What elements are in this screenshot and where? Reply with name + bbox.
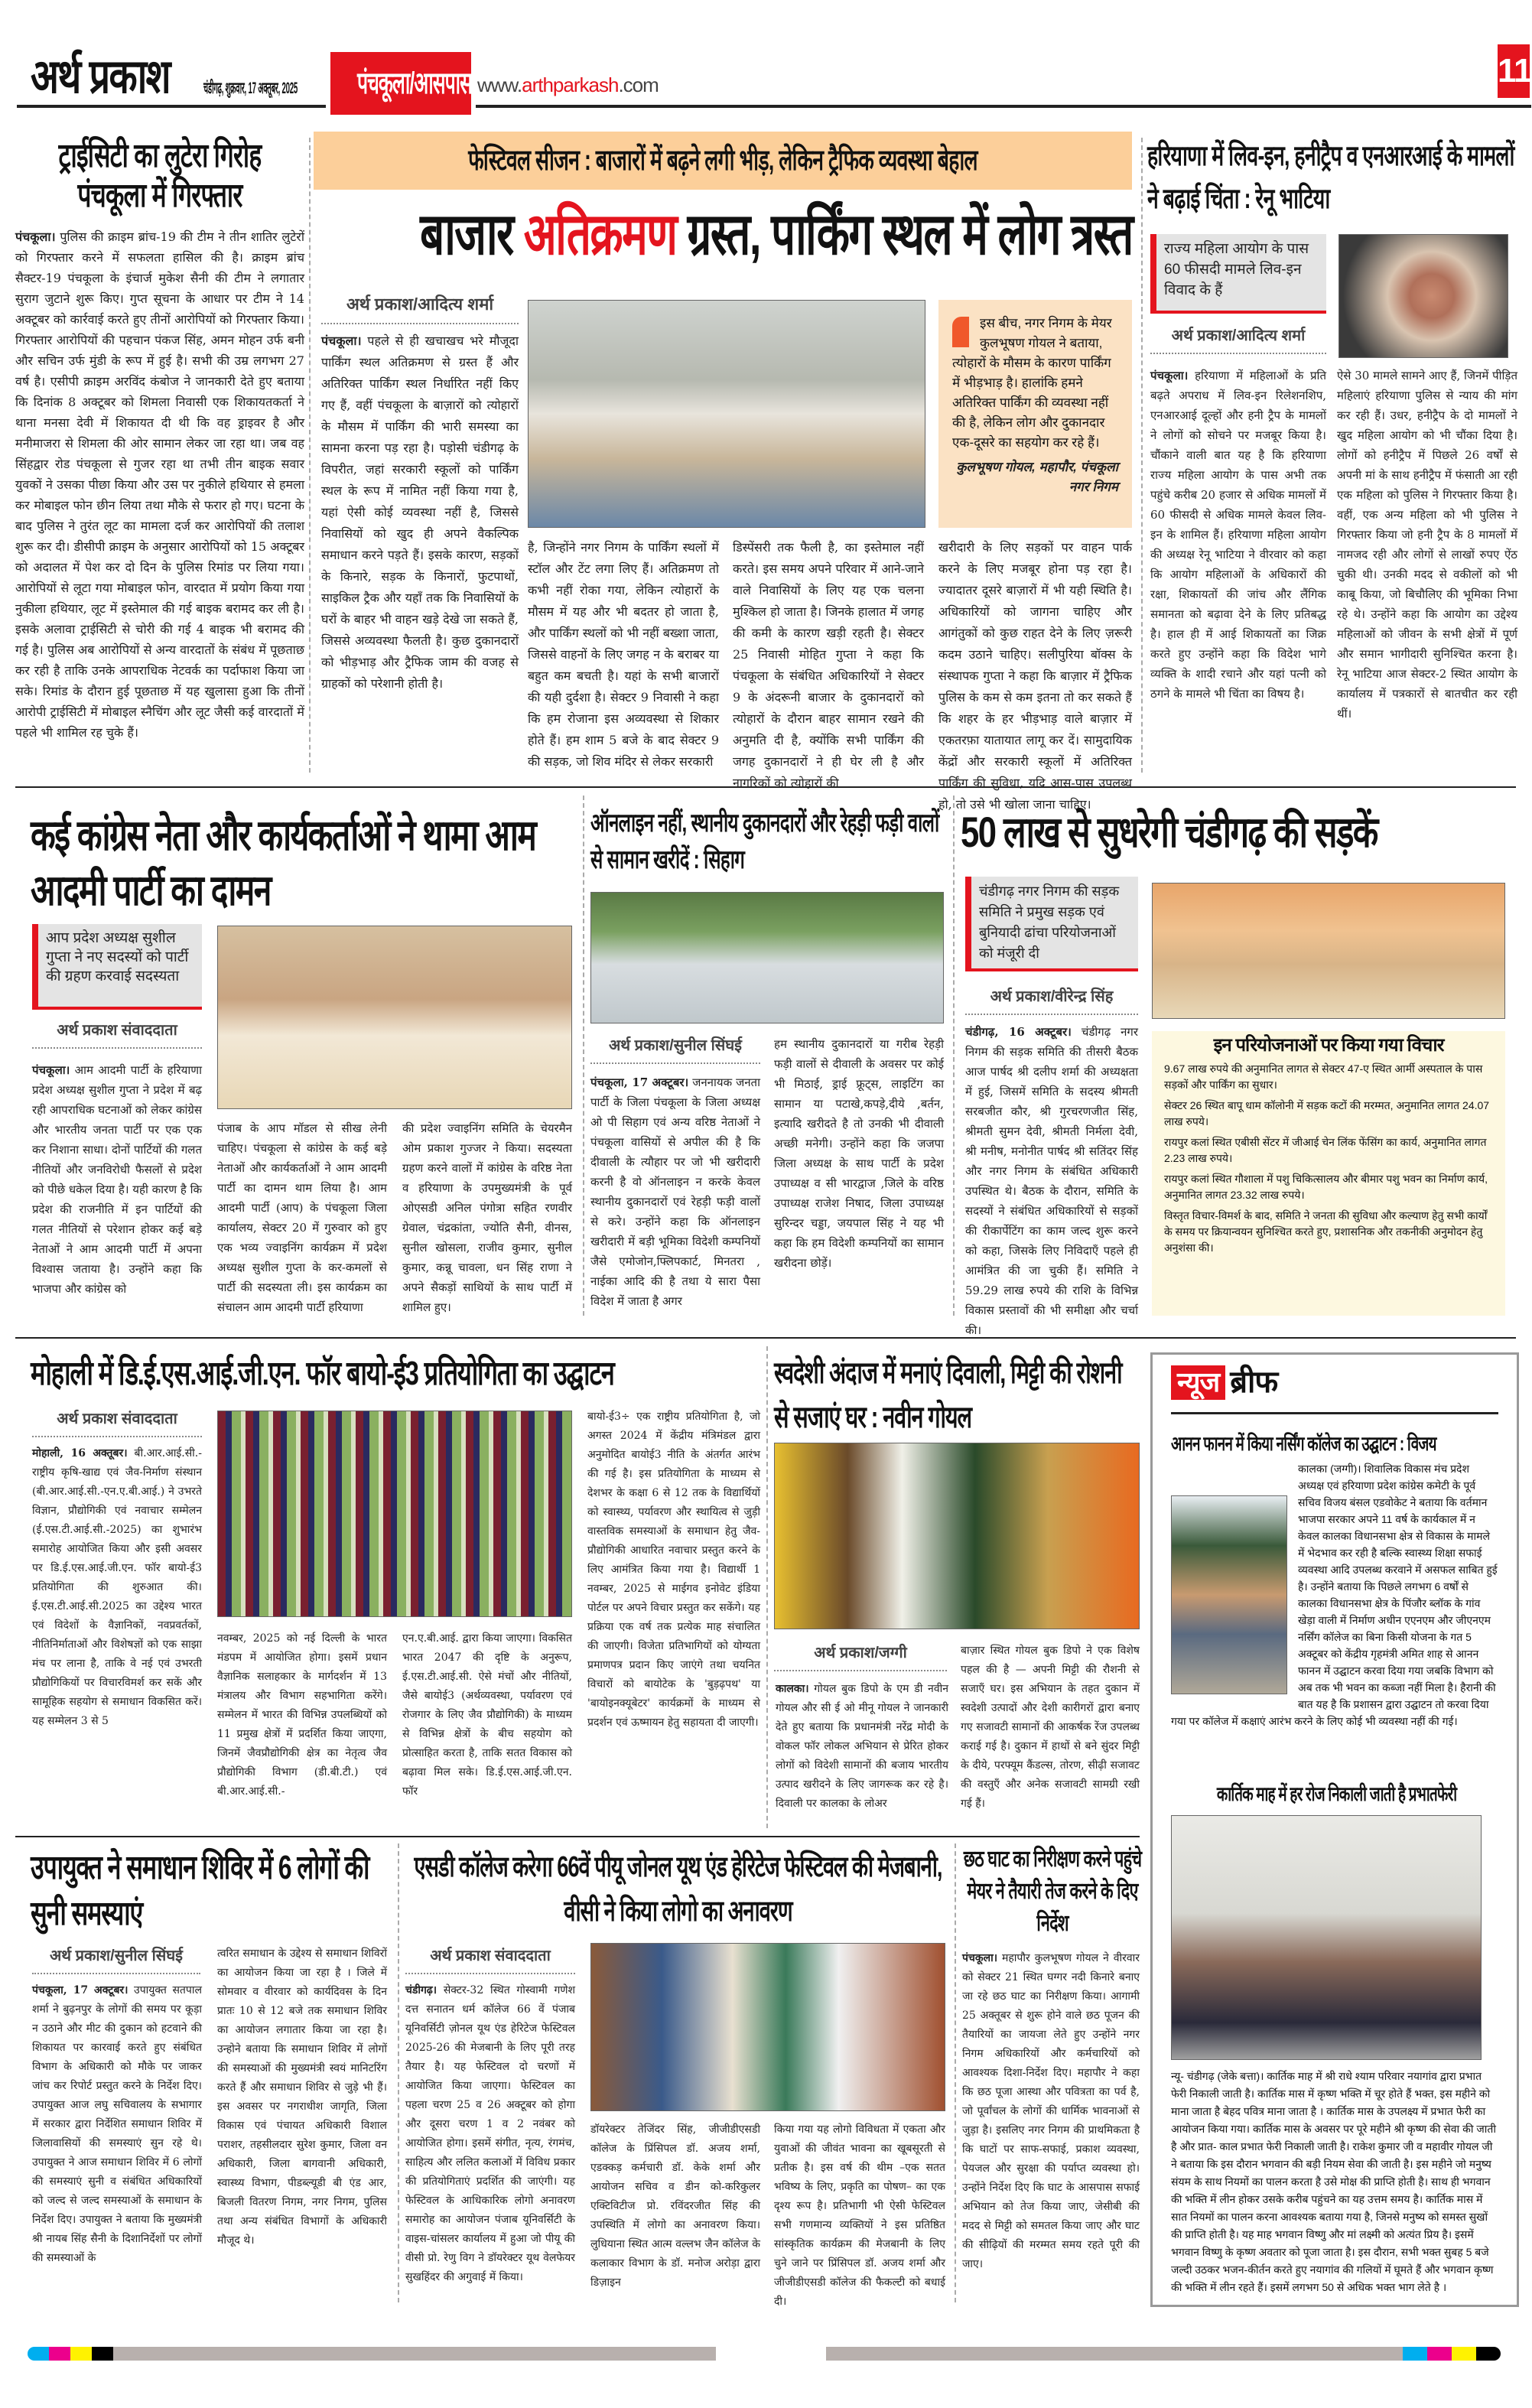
sd-college-headline: एसडी कॉलेज करेगा 66वें पीयू जोनल यूथ एंड हेरिटेज फेस्टिवल की मेजबानी, वीसी ने किया लोगो का अनावरण: [414, 1851, 942, 1928]
page-number: 11: [1498, 44, 1530, 98]
website-link[interactable]: www.arthparkash.com: [477, 73, 659, 96]
project-item: रायपुर कलां स्थित गौशाला में पशु चिकित्सालय और बीमार पशु भवन का निर्माण कार्य, अनुमानित लागत 23.32 लाख रुपये।: [1164, 1172, 1488, 1201]
summary-box: राज्य महिला आयोग के पास 60 फीसदी मामले लिव-इन विवाद के हैं: [1150, 234, 1326, 314]
article-body-col1: पंचकूला, 17 अक्टूबर। जननायक जनता पार्टी के जिला पंचकूला के जिला अध्यक्ष ओ पी सिहाग एवं अन्य वरिष्ठ नेताओं ने पंचकूला वासियों से अपील की है कि दीवाली के त्यौहार पर जो भी खरीदारी करनी है वो ऑनलाइन न करके केवल स्थानीय दुकानदारों एवं रेहड़ी फड़ी वालों से करे। उन्होंने कहा कि ऑनलाइन खरीदारी में बड़ी भूमिका विदेशी कम्पनियों जैसे एमोजोन,फ्लिपकार्ट, मिनतरा , नाईका आदि की है तथा ये सारा पैसा विदेश में जाता है अगर: [590, 1075, 760, 1308]
renu-bhatia-photo: [1338, 234, 1508, 358]
byline: अर्थ प्रकाश/आदित्य शर्मा: [321, 292, 519, 324]
cyan-swatch: [1403, 2347, 1427, 2361]
masthead-rule-left: [17, 105, 326, 108]
article-body-col2: नवम्बर, 2025 को नई दिल्ली के भारत मंडपम में आयोजित होगा। इसमें प्रधान वैज्ञानिक सलाहकार के मार्गदर्शन में 13 मंत्रालय और विभाग सहभागिता करेंगे। सम्मेलन में भारत की विभिन्न उपलब्धियों को 11 प्रमुख क्षेत्रों में प्रदर्शित किया जाएगा, जिनमें जैवप्रौद्योगिकी क्षेत्र का नेतृत्व जैव प्रौद्योगिकी विभाग (डी.बी.टी.) एवं बी.आर.आई.सी.-: [217, 1632, 387, 1798]
brief-headline: आनन फानन में किया नर्सिंग कॉलेज का उद्घाटन : विजय: [1171, 1431, 1436, 1455]
samadhan-headline: उपायुक्त ने समाधान शिविर में 6 लोगों की सुनी समस्याएं: [31, 1849, 369, 1932]
black-swatch: [1476, 2347, 1501, 2361]
article-body-col3: एन.ए.बी.आई. द्वारा किया जाएगा। विकसित भारत 2047 की दृष्टि के अनुरूप, ई.एस.टी.आई.सी. ऐसे मंचों और नीतियों, जैसे बायोई3 (अर्थव्यवस्था, पर्यावरण एवं रोजगार के लिए जैव प्रौद्योगिकी) के माध्यम से विभिन्न क्षेत्रों के बीच सहयोग को प्रोत्साहित करता है, ताकि सतत विकास को बढ़ावा मिल सके। डि.ई.एस.आई.जी.एन. फॉर: [402, 1632, 572, 1798]
project-item: सेक्टर 26 स्थित बापू धाम कॉलोनी में सड़क कटों की मरम्मत, अनुमानित लागत 24.07 लाख रुपये।: [1164, 1098, 1490, 1128]
aap-headline: कई कांग्रेस नेता और कार्यकर्ताओं ने थामा आम आदमी पार्टी का दामन: [31, 811, 536, 914]
article-body-col1: पंचकूला। पहले से ही खचाखच भरे मौजूदा पार्किंग स्थल अतिक्रमण से ग्रस्त हैं और अतिरिक्त पार्किंग स्थल निर्धारित नहीं किए गए हैं, वहीं पंचकूला के बाज़ारों को त्योहारों के मौसम में पार्किंग की भारी समस्या का सामना करना पड़ रहा है। पड़ोसी चंडीगढ़ के विपरीत, जहां सरकारी स्कूलों को पार्किंग स्थल के रूप में नामित नहीं किया गया है, यहां ऐसी कोई व्यवस्था नहीं है, जिससे निवासियों को खुद ही अपने वैकल्पिक समाधान करने पड़ते हैं। इसके कारण, सड़कों के किनारे, सड़क के किनारों, फुटपाथों, साइकिल ट्रैक और यहाँ तक कि निवासियों के घरों के बाहर भी वाहन खड़े देखे जा सकते हैं, जिससे अव्यवस्था फैलती है। कुछ दुकानदारों को भीड़भाड़ और ट्रैफिक जाम की वजह से ग्राहकों को परेशानी होती है।: [321, 334, 519, 691]
newspaper-logo: अर्थ प्रकाश: [31, 50, 170, 103]
byline: अर्थ प्रकाश संवाददाता: [32, 1407, 202, 1437]
column-divider: [583, 796, 584, 1316]
byline: अर्थ प्रकाश/जग्गी: [774, 1642, 947, 1671]
masthead: [0, 0, 1531, 115]
news-brief-box: [1150, 1352, 1519, 2307]
swadeshi-headline: स्वदेशी अंदाज में मनाएं दिवाली, मिट्टी की रोशनी से सजाएं घर : नवीन गोयल: [774, 1356, 1122, 1434]
section-rule: [15, 1337, 1516, 1339]
magenta-swatch: [1427, 2347, 1452, 2361]
quote-icon: [952, 317, 969, 347]
cyan-swatch: [28, 2347, 49, 2361]
section-rule: [15, 1836, 1140, 1837]
brief-headline: कार्तिक माह में हर रोज निकाली जाती है प्रभातफेरी: [1216, 1782, 1457, 1805]
article-body-col2: है, जिन्होंने नगर निगम के पार्किंग स्थलों में स्टॉल और टेंट लगा लिए हैं। अतिक्रमण तो कभी नहीं रोका गया, लेकिन त्योहारों के मौसम में यह और भी बदतर हो जाता है, और पार्किंग स्थलों को भी नहीं बख्शा जाता, जिससे वाहनों के लिए जगह न के बराबर या बहुत कम बचती है। यहां के सभी बाजारों की यही दुर्दशा है। सेक्टर 9 निवासी ने कहा कि हम रोजाना इस अव्यवस्था से शिकार होते हैं। हम शाम 5 बजे के बाद सेक्टर 9 की सड़क, जो शिव मंदिर से लेकर सरकारी: [528, 540, 719, 769]
column-divider: [766, 1346, 768, 1828]
news-brief-label: न्यूज ब्रीफ: [1171, 1365, 1498, 1400]
summary-box: चंडीगढ़ नगर निगम की सड़क समिति ने प्रमुख सड़क एवं बुनियादी ढांचा परियोजनाओं को मंजूरी दी: [965, 877, 1138, 971]
article-body: पंचकूला। पुलिस की क्राइम ब्रांच-19 की टीम ने तीन शातिर लुटेरों को गिरफ्तार करने में सफलता हासिल की है। क्राइम ब्रांच सैक्टर-19 पंचकूला के इंचार्ज मुकेश सैनी की टीम ने लगातार सुराग जुटाने शुरू किए। गुप्त सूचना के आधार पर टीम ने 14 अक्टूबर को कार्रवाई करते हुए तीनों आरोपियों को गिरफ्तार किया। गिरफ्तार आरोपियों की पहचान पंकज सिंह, अमन मोहन उर्फ बनी और सचिन उर्फ मुंडी के रूप में हुई है। सभी की उम्र लगभग 27 वर्ष है। एसीपी क्राइम अरविंद कंबोज ने जानकारी देते हुए बताया कि दिनांक 8 अक्टूबर को शिमला निवासी एक शिकायतकर्ता ने थाना मनसा देवी में शिकायत दी थी कि वह ड्राइवर है और मनीमाजरा से शिमला की ओर सामान लेकर जा रहा था। जब वह सिंहद्वार रोड पंचकूला से गुजर रहा था तभी तीन बाइक सवार युवकों ने उसका पीछा किया और उस पर नुकीले हथियार से हमला कर मोबाइल फोन छीन लिया तथा मौके से फरार हो गए। घटना के बाद पुलिस ने तुरंत लूट का मामला दर्ज कर आरोपियों की तलाश शुरू कर दी। डीसीपी क्राइम के अनुसार आरोपियों को 15 अक्टूबर को अदालत में पेश कर दो दिन के पुलिस रिमांड पर लिया गया। आरोपियों से लूटा गया मोबाइल फोन, वारदात में प्रयोग किया गया नुकीला हथियार, लूट में इस्तेमाल की गई बाइक बरामद कर ली है। इसके अलावा ट्राईसिटी से चोरी की गई 4 बाइक भी बरामद की गई है। पुलिस अब आरोपियों से अन्य वारदातों के संबंध में पूछताछ कर रही है ताकि उनके आपराधिक नेटवर्क का पर्दाफाश किया जा सके। रिमांड के दौरान हुई पूछताछ में यह खुलासा हुआ कि तीनों आरोपी ट्राईसिटी में मोबाइल स्नैचिंग और लूट जैसी कई वारदातों में पहले भी शामिल रह चुके हैं।: [15, 229, 304, 740]
article-body-col3: की प्रदेश ज्वाइनिंग समिति के चेयरमैन ओम प्रकाश गुज्जर ने किया। सदस्यता ग्रहण करने वालों में कांग्रेस के वरिष्ठ नेता व हरियाणा के उपमुख्यमंत्री के पूर्व ओएसडी अनिल पंगोत्रा सहित रणवीर ग्रेवाल, चंद्रकांता, ज्योति सैनी, वीनस, सुनील खोसला, राजीव कुमार, सुनील कुमार, कन्नू चावला, धन सिंह राणा ने अपने सैकड़ों साथियों के साथ पार्टी में शामिल हुए।: [402, 1121, 572, 1314]
article-body: चंडीगढ़, 16 अक्टूबर। चंडीगढ़ नगर निगम की सड़क समिति की तीसरी बैठक आज पार्षद श्री दलीप शर्मा की अध्यक्षता में हुई, जिसमें समिति के सदस्य श्रीमती सरबजीत कौर, श्री गुरचरणजीत सिंह, श्रीमती सुमन देवी, श्रीमती निर्मला देवी, श्री मनीष, मनोनीत पार्षद श्री सतिंदर सिंह और नगर निगम के संबंधित अधिकारी उपस्थित थे। बैठक के दौरान, समिति के सदस्यों ने संबंधित अधिकारियों से सड़कों की रीकार्पेटिंग का काम जल्द शुरू करने को कहा, जिसके लिए निविदाएँ पहले ही आमंत्रित की जा चुकी हैं। समिति ने 59.29 लाख रुपये की राशि के विभिन्न विकास प्रस्तावों की भी समीक्षा और चर्चा की।: [965, 1025, 1139, 1337]
article-body-col2: पंजाब के आप मॉडल से सीख लेनी चाहिए। पंचकूला से कांग्रेस के कई बड़े नेताओं और कार्यकर्ताओं ने आम आदमी पार्टी का दामन थाम लिया है। आम आदमी पार्टी (आप) के पंचकूला जिला कार्यालय, सेक्टर 20 में गुरुवार को हुए एक भव्य ज्वाइनिंग कार्यक्रम में प्रदेश अध्यक्ष सुशील गुप्ता के कर-कमलों से पार्टी की सदस्यता ली। इस कार्यक्रम का संचालन आम आदमी पार्टी हरियाणा: [217, 1121, 387, 1314]
section-rule: [15, 786, 1516, 788]
aap-photo: [217, 926, 572, 1109]
projects-box: [1152, 1031, 1505, 1316]
article-body-col1: कालका। गोयल बुक डिपो के एम डी नवीन गोयल और सी ई ओ मीनू गोयल ने जानकारी देते हुए बताया कि प्रधानमंत्री नरेंद्र मोदी के वोकल फॉर लोकल अभियान से प्रेरित होकर लोगों को विदेशी सामानों की बजाय भारतीय उत्पाद खरीदने के लिए जागरूक कर रहे है। दिवाली पर कालका के लोअर: [776, 1683, 949, 1810]
article-body: पंचकूला। महापौर कुलभूषण गोयल ने वीरवार को सेक्टर 21 स्थित घग्गर नदी किनारे बनाए जा रहे छठ घाट का निरीक्षण किया। आगामी 25 अक्तूबर से शुरू होने वाले छठ पूजन की तैयारियों का जायजा लेते हुए उन्होंने नगर निगम अधिकारियों और कर्मचारियों को आवश्यक दिशा-निर्देश दिए। महापौर ने कहा कि छठ पूजा आस्था और पवित्रता का पर्व है, जो पूर्वांचल के लोगों की धार्मिक भावनाओं से जुड़ा है। इसलिए नगर निगम की प्राथमिकता है कि घाटों पर साफ-सफाई, प्रकाश व्यवस्था, पेयजल और सुरक्षा की पर्याप्त व्यवस्था हो। उन्होंने निर्देश दिए कि घाट के आसपास सफाई अभियान को तेज किया जाए, जेसीबी की मदद से मिट्टी को समतल किया जाए और घाट की सीढ़ियों की मरम्मत समय रहते पूरी की जाए।: [962, 1952, 1140, 2270]
logo-unveiling-photo: [590, 1943, 945, 2111]
online-headline: ऑनलाइन नहीं, स्थानीय दुकानदारों और रेहड़ी फड़ी वालों से सामान खरीदें : सिहाग: [590, 809, 939, 874]
gray-bar: [826, 2347, 1403, 2361]
market-headline: बाजार अतिक्रमण ग्रस्त, पार्किंग स्थल में लोग त्रस्त: [420, 202, 1133, 267]
chhath-headline: छठ घाट का निरीक्षण करने पहुंचे मेयर ने तैयारी तेज करने के दिए निर्देश: [963, 1847, 1142, 1936]
dateline: चंडीगढ़, शुक्रवार, 17 अक्तूबर, 2025: [203, 80, 298, 97]
article-body-col1: पंचकूला। आम आदमी पार्टी के हरियाणा प्रदेश अध्यक्ष सुशील गुप्ता ने प्रदेश में बढ़ रही आपराधिक घटनाओं को लेकर कांग्रेस और भारतीय जनता पार्टी पर एक एक कर निशाना साधा। दोनों पार्टियों की गलत नीतियों और जनविरोधी फैसलों से प्रदेश को पीछे धकेल दिया है। यही कारण है कि प्रदेश की राजनीति में इन पार्टियों की गलत नीतियों से परेशान होकर कई बड़े नेताओं ने आम आदमी पार्टी में अपना विश्वास जताया है। उन्होंने कहा कि भाजपा और कांग्रेस को: [32, 1063, 202, 1296]
brief-body: कालका (जग्गी)। शिवालिक विकास मंच प्रदेश अध्यक्ष एवं हरियाणा प्रदेश कांग्रेस कमेटी के पूर्व सचिव विजय बंसल एडवोकेट ने बताया कि वर्तमान भाजपा सरकार अपने 11 वर्ष के कार्यकाल में न केवल कालका विधानसभा क्षेत्र से विकास के मामले में भेदभाव कर रही है बल्कि स्वास्थ्य शिक्षा सफाई व्यवस्था आदि उपलब्ध करवाने में असफल साबित हुई है। उन्होंने बताया कि पिछले लगभग 6 वर्षों से कालका विधानसभा क्षेत्र के पिंजौर ब्लॉक के गांव खेड़ा वाली में निर्माण अधीन एएनएम और जीएनएम नर्सिंग कॉलेज का बिना किसी योजना के गत 5 अक्टूबर को केंद्रीय गृहमंत्री अमित शाह से आनन फानन में उद्घाटन करवा दिया गया जबकि विभाग को अब तक भी भवन का कब्जा नहीं मिला है। हैरानी की बात यह है कि प्रशासन द्वारा उद्घाटन तो करवा दिया गया पर कॉलेज में कक्षाएं आरंभ करने के लिए कोई भी व्यवस्था नहीं की गई।: [1171, 1462, 1498, 1727]
article-body-col3: डिस्पेंसरी तक फैली है, का इस्तेमाल नहीं करते। इस समय अपने परिवार में आने-जाने वाले निवासियों के लिए यह एक चलना मुश्किल हो जाता है। जिनके हालात में जगह की कमी के कारण खड़ी रहती है। सेक्टर 25 निवासी मोहित गुप्ता ने कहा कि पंचकूला के संबंधित अधिकारियों ने सेक्टर 9 के अंदरूनी बाजार के दुकानदारों को त्योहारों के दौरान बाहर सामान रखने की अनुमति दी है, क्योंकि सभी पार्किंग की जगह दुकानदारों ने ही घेर ली है और नागरिकों को त्योहारों की: [733, 540, 924, 790]
article-body-col1: पंचकूला। हरियाणा में महिलाओं के प्रति बढ़ते अपराध में लिव-इन रिलेशनशिप, एनआरआई दूल्हों और हनी ट्रैप के मामलों ने लोगों को सोचने पर मजबूर किया है। चौंकाने वाली बात यह है कि हरियाणा राज्य महिला आयोग के पास अभी तक पहुंचे करीब 20 हजार से अधिक मामलों में 60 फीसदी से अधिक मामले केवल लिव-इन के शामिल हैं। हरियाणा महिला आयोग की अध्यक्ष रेनू भाटिया ने वीरवार को कहा कि आयोग महिलाओं के अधिकारों की रक्षा, शिकायतों की जांच और लैंगिक समानता को बढ़ावा देने के लिए प्रतिबद्ध है। हाल ही में आई शिकायतों का जिक्र करते हुए उन्होंने कहा कि विदेश भागे व्यक्ति के शादी रचाने और यहां पत्नी को ठगने के मामले भी चिंता का विषय है।: [1150, 369, 1326, 701]
magenta-swatch: [49, 2347, 70, 2361]
market-photo: [528, 300, 925, 528]
projects-box-title: इन परियोजनाओं पर किया गया विचार: [1213, 1035, 1444, 1056]
section-label: पंचकूला/आसपास: [330, 52, 471, 115]
bioe3-event-photo: [217, 1411, 572, 1617]
goyal-book-depot-photo: [774, 1443, 1140, 1629]
article-body-col1: मोहाली, 16 अक्तूबर। बी.आर.आई.सी.-राष्ट्रीय कृषि-खाद्य एवं जैव-निर्माण संस्थान (बी.आर.आई.सी.-एन.ए.बी.आई.) ने उभरते विज्ञान, प्रौद्योगिकी एवं नवाचार सम्मेलन (ई.एस.टी.आई.सी.-2025) का शुभारंभ समारोह आयोजित किया और इसी अवसर पर डि.ई.एस.आई.जी.एन. फॉर बायो-ई3 प्रतियोगिता की शुरुआत की। ई.एस.टी.आई.सी.2025 का उद्देश्य भारत एवं विदेशों के वैज्ञानिकों, नवप्रवर्तकों, नीतिनिर्माताओं और विशेषज्ञों को एक साझा मंच पर लाना है, ताकि वे नई एवं उभरती प्रौद्योगिकियों पर विचारविमर्श कर सकें और सामूहिक सहयोग से समाधान विकसित करें। यह सम्मेलन 3 से 5: [32, 1447, 202, 1727]
prabhat-pheri-photo: [1171, 1815, 1482, 2060]
article-body-col2: त्वरित समाधान के उद्देश्य से समाधान शिविरों का आयोजन किया जा रहा है । जिले में सोमवार व वीरवार को कार्यदिवस के दिन प्रातः 10 से 12 बजे तक समाधान शिविर का आयोजन लगातार किया जा रहा है। उन्होने बताया कि समाधान शिविर में लोगों की समस्याओं की मुख्यमंत्री स्वयं मानिटरिंग करते हैं और समाधान शिविर से जुड़े भी हैं। इस अवसर पर नगराधीश जागृति, जिला विकास एवं पंचायत अधिकारी विशाल पराशर, तहसीलदार सुरेश कुमार, जिला वन अधिकारी, जिला बागवानी अधिकारी, स्वास्थ्य विभाग, पीडब्ल्यूडी बी एंड आर, बिजली वितरण निगम, नगर निगम, पुलिस तथा अन्य संबंधित विभागों के अधिकारी मौजूद थे।: [217, 1948, 387, 2247]
article-body-col2: ऐसे 30 मामले सामने आए हैं, जिनमें पीड़ित महिलाएं हरियाणा पुलिस से न्याय की मांग कर रही हैं। उधर, हनीट्रैप के दो मामलों ने खुद महिला आयोग को भी चौंका दिया है। लोगों को हनीट्रैप में पिछले 26 वर्षों से अपनी मां के साथ हनीट्रैप में फंसाती आ रही एक महिला को पुलिस ने गिरफ्तार किया है। वहीं, एक अन्य महिला को भी पुलिस ने गिरफ्तार किया जो हनी ट्रैप के 8 मामलों में नामजद रही और लोगों से लाखों रुपए ऐंठ चुकी थी। उनकी मदद से वकीलों को भी काबू किया, जो बिचौलिए की भूमिका निभा रहे थे। उन्होंने कहा कि आयोग का उद्देश्य महिलाओं को जीवन के सभी क्षेत्रों में पूर्ण और समान भागीदारी सुनिश्चित करना है। रेनू भाटिया आज सेक्टर-2 स्थित आयोग के कार्यालय में पत्रकारों से बातचीत कर रही थीं।: [1337, 369, 1517, 721]
article-body-col1: चंडीगढ़। सेक्टर-32 स्थित गोस्वामी गणेश दत्त सनातन धर्म कॉलेज 66 वें पंजाब यूनिवर्सिटी ज़ोनल यूथ एंड हेरिटेज फेस्टिवल 2025-26 की मेजबानी के लिए पूरी तरह तैयार है। यह फेस्टिवल दो चरणों में आयोजित किया जाएगा। फेस्टिवल का पहला चरण 25 व 26 अक्टूबर को होगा और दूसरा चरण 1 व 2 नवंबर को आयोजित होगा। इसमें संगीत, नृत्य, रंगमंच, साहित्य और ललित कलाओं में विविध प्रकार की प्रतियोगिताएं प्रदर्शित की जाएंगी। यह फेस्टिवल के आधिकारिक लोगो अनावरण समारोह का आयोजन पंजाब यूनिवर्सिटी के वाइस-चांसलर कार्यालय में हुआ जो पीयू की वीसी प्रो. रेणु विग ने डॉयरेक्टर यूथ वेलफेयर सुखहिंदर की अगुवाई में किया।: [405, 1984, 575, 2283]
gray-bar: [113, 2347, 716, 2361]
yellow-swatch: [70, 2347, 92, 2361]
women-commission-headline: हरियाणा में लिव-इन, हनीट्रैप व एनआरआई के मामलों ने बढ़ाई चिंता : रेनू भाटिया: [1147, 140, 1514, 214]
nursing-college-photo: [1171, 1495, 1287, 1694]
byline: अर्थ प्रकाश/सुनील सिंघई: [590, 1034, 760, 1064]
bioe3-headline: मोहाली में डि.ई.एस.आई.जी.एन. फॉर बायो-ई3 प्रतियोगिता का उद्घाटन: [31, 1355, 614, 1392]
column-divider: [398, 1843, 399, 2302]
byline: अर्थ प्रकाश/सुनील सिंघई: [32, 1944, 200, 1974]
column-divider: [953, 796, 955, 1316]
yellow-swatch: [1452, 2347, 1476, 2361]
byline: अर्थ प्रकाश/वीरेन्द्र सिंह: [965, 985, 1138, 1015]
byline: अर्थ प्रकाश संवाददाता: [405, 1944, 575, 1974]
article-body-col1: पंचकूला, 17 अक्टूबर। उपायुक्त सतपाल शर्मा ने बुढ़नपुर के लोगों की समय पर कूड़ा न उठाने और मीट की दुकान को हटवाने की शिकायत पर कारवाई करते हुए संबंधित विभाग के अधिकारी को मौके पर जाकर जांच कर रिपोर्ट प्रस्तुत करने के निर्देश दिए। उपायुक्त आज लघु सचिवालय के सभागार में सरकार द्वारा निर्देशित समाधान शिविर में जिलावासियों की समस्याएं सुन रहे थे। उपायुक्त ने आज समाधान शिविर में 6 लोगों की समस्याएं सुनी व संबंधित अधिकारियों को जल्द से जल्द समस्याओं के समाधान के निर्देश दिए। उपायुक्त ने बताया कि मुख्यमंत्री श्री नायब सिंह सैनी के दिशानिर्देशों पर लोगों की समस्याओं के: [32, 1984, 202, 2264]
masthead-rule-right: [476, 105, 1531, 108]
summary-box: आप प्रदेश अध्यक्ष सुशील गुप्ता ने नए सदस्यों को पार्टी की ग्रहण करवाई सदस्यता: [32, 924, 202, 1010]
project-item: विस्तृत विचार-विमर्श के बाद, समिति ने जनता की सुविधा और कल्याण हेतु सभी कार्यों के समय पर क्रियान्वयन सुनिश्चित करते हुए, प्रशासनिक और तकनीकी अनुमोदन हेतु अनुशंसा की।: [1164, 1209, 1488, 1254]
project-item: रायपुर कलां स्थित एबीसी सेंटर में जीआई चेन लिंक फेंसिंग का कार्य, अनुमानित लागत 2.23 लाख रुपये।: [1164, 1135, 1487, 1164]
article-body-col2: हम स्थानीय दुकानदारों या गरीब रेहड़ी फड़ी वालों से दीवाली के अवसर पर कोई भी मिठाई, ड्राई फ्रूट्स, लाइटिंग का सामान या पटाखे,कपड़े,दीये ,बर्तन, इत्यादि खरीदते है तो उनकी भी दीवाली अच्छी मनेगी। उन्होंने कहा कि जजपा जिला अध्यक्ष के साथ पार्टी के प्रदेश उपाध्यक्ष व सी भारद्वाज ,जिले के वरिष्ठ उपाध्यक्ष राजेश निषाद, जिला उपाध्यक्ष सुरिन्दर चड्डा, जयपाल सिंह ने यह भी कहा कि हम विदेशी कम्पनियों का सामान खरीदना छोड़ें।: [774, 1037, 944, 1270]
road-committee-meeting-photo: [1152, 883, 1505, 1019]
roads-headline: 50 लाख से सुधरेगी चंडीगढ़ की सड़कें: [961, 808, 1377, 856]
headline: ट्राईसिटी का लुटेरा गिरोह पंचकूला में गिरफ्तार: [58, 137, 262, 214]
column-divider: [309, 138, 311, 773]
jjp-leaders-photo: [590, 892, 944, 1023]
mayor-quote: इस बीच, नगर निगम के मेयर कुलभूषण गोयल ने बताया, त्योहारों के मौसम के कारण पार्किंग में भीड़भाड़ है। हालांकि हमने अतिरिक्त पार्किंग की व्यवस्था नहीं की है, लेकिन लोग और दुकानदार एक-दूसरे का सहयोग कर रहे हैं। कुलभूषण गोयल, महापौर, पंचकूला नगर निगम: [938, 300, 1132, 528]
print-color-bar-left: [28, 2347, 716, 2361]
byline: अर्थ प्रकाश/आदित्य शर्मा: [1150, 324, 1326, 354]
article-body-col4: बायो-ई3÷ एक राष्ट्रीय प्रतियोगिता है, जो अगस्त 2024 में केंद्रीय मंत्रिमंडल द्वारा अनुमोदित बायोई3 नीति के अंतर्गत आरंभ की गई है। इस प्रतियोगिता के माध्यम से देशभर के कक्षा 6 से 12 तक के विद्यार्थियों को स्वास्थ्य, पर्यावरण और स्थायित्व से जुड़ी वास्तविक समस्याओं के समाधान हेतु जैव-प्रौद्योगिकी आधारित नवाचार प्रस्तुत करने के लिए आमंत्रित किया गया है। विद्यार्थी 1 नवम्बर, 2025 से माईगव इनोवेट इंडिया पोर्टल पर अपने विचार प्रस्तुत कर सकेंगे। यह प्रक्रिया एक वर्ष तक प्रत्येक माह संचालित की जाएगी। विजेता प्रतिभागियों को योग्यता प्रमाणपत्र प्रदान किए जाएंगे तथा चयनित विचारों को बायोटेक के 'बुड़ढ़पथ' या 'बायोइनक्यूबेटर' कार्यक्रमों के माध्यम से प्रदर्शन एवं ऊष्मायन हेतु सहायता दी जाएगी।: [587, 1411, 760, 1729]
project-item: 9.67 लाख रुपये की अनुमानित लागत से सेक्टर 47-ए स्थित आर्मी अस्पताल के पास सड़कों और पार्किंग का सुधार।: [1164, 1062, 1483, 1091]
news-brief-rule: [1171, 1412, 1498, 1414]
print-color-bar-right: [826, 2347, 1501, 2361]
article-body-col4: खरीदारी के लिए सड़कों पर वाहन पार्क करने के लिए मजबूर होना पड़ रहा है। ज्यादातर दूसरे बाज़ारों में भी यही स्थिति है। अधिकारियों को जागना चाहिए और आगंतुकों को कुछ राहत देने के लिए ज़रूरी कदम उठाने चाहिए। सलीपुरिया बॉक्स के संस्थापक गुप्ता ने कहा कि बाज़ार में ट्रैफिक पुलिस के कम से कम इतना तो कर सकते हैं कि शहर के हर भीड़भाड़ वाले बाज़ार में एकतरफ़ा यातायात लागू कर दें। सामुदायिक केंद्रों और सरकारी स्कूलों में अतिरिक्त पार्किंग की सुविधा, यदि आस-पास उपलब्ध हो, तो उसे भी खोला जाना चाहिए।: [938, 540, 1132, 812]
article-body-col2: डॉयरेक्टर तेजिंदर सिंह, जीजीडीएसडी कॉलेज के प्रिंसिपल डॉ. अजय शर्मा, एडक्कड़ कर्मचारी डॉ. केके शर्मा और आयोजन सचिव व डीन को-करिकुलर एक्टिविटीज प्रो. रविंदरजीत सिंह की उपस्थिति में लोगो का अनावरण किया। लुधियाना स्थित आत्म वल्लभ जैन कॉलेज के कलाकार विभाग के डॉ. मनोज अरोड़ा द्वारा डिज़ाइन: [590, 2123, 760, 2289]
column-divider: [955, 1843, 956, 2302]
column-divider: [1141, 138, 1143, 773]
market-kicker: फेस्टिवल सीजन : बाजारों में बढ़ने लगी भीड़, लेकिन ट्रैफिक व्यवस्था बेहाल: [314, 132, 1132, 190]
article-body-col3: किया गया यह लोगो विविधता में एकता और युवाओं की जीवंत भावना का खूबसूरती से प्रतीक है। इस वर्ष की थीम –एक सतत भविष्य के लिए, प्रकृति का पोषण– का एक दृश्य रूप है। प्रतिभागी भी ऐसी फेस्टिवल सभी गणमान्य व्यक्तियों ने इस प्रतिष्ठित सांस्कृतिक कार्यक्रम की मेजबानी के लिए चुने जाने पर प्रिंसिपल डॉ. अजय शर्मा और जीजीडीएसडी कॉलेज की फैकल्टी को बधाई दी।: [774, 2123, 945, 2308]
black-swatch: [92, 2347, 113, 2361]
byline: अर्थ प्रकाश संवाददाता: [32, 1019, 202, 1049]
brief-body: न्यू- चंडीगढ़ (जेके बत्ता)। कार्तिक माह में श्री राधे श्याम परिवार नयागांव द्वारा प्रभात फेरी निकाली जाती है। कार्तिक मास में कृष्ण भक्ति में चूर होते हैं भक्त, इस महीने को माना जाता है बेहद पवित्र माना जाता है । कार्तिक मास के उपलक्ष्य में प्रभात फेरी का आयोजन किया गया। कार्तिक मास के अवसर पर पूरे महीने श्री कृष्ण की सेवा की जाती है और प्रात- काल प्रभात फेरी निकाली जाती है। राकेश कुमार जी व महावीर गोयल जी ने बताया कि इस दौरान भगवान की बड़ी नियम सेवा की जाती है। इस महीने जो मनुष्य संयम के साथ नियमों का पालन करता है उसे मोक्ष की प्राप्ति होती है। साथ ही भगवान की भक्ति में लीन होकर उसके करीब पहुंचने का यह उत्तम समय है। कार्तिक मास में सात नियमों का पालन करना आवश्यक बताया गया है, जिनसे मनुष्य को समस्त सुखों की प्राप्ति होती है। यह माह भगवान विष्णु और मां लक्ष्मी को अत्यंत प्रिय है। इसमें भगवान विष्णु के कृष्ण अवतार को पूजा जाता है। इस दौरान, सभी भक्त सुबह 5 बजे जल्दी उठकर भजन-कीर्तन करते हुए नयागांव की गलियों में घूमते हैं और भगवान कृष्ण की भक्ति में लीन रहते हैं। इसमें लगभग 50 से अधिक भक्त भाग लेते है ।: [1171, 2069, 1496, 2293]
article-body-col2: बाज़ार स्थित गोयल बुक डिपो ने एक विशेष पहल की है — अपनी मिट्टी की रौशनी से सजाएँ घर। इस अभियान के तहत दुकान में स्वदेशी उत्पादों और देशी कारीगरों द्वारा बनाए गए सजावटी सामानों की आकर्षक रेंज उपलब्ध कराई गई है। दुकान में हाथों से बने सुंदर मिट्टी के दीये, परफ्यूम कैंडल्स, तोरण, सीढ़ी सजावट की वस्तुएँ और अनेक सजावटी सामग्री रखी गई हैं।: [961, 1645, 1140, 1810]
article-loot-gang: [15, 136, 304, 779]
